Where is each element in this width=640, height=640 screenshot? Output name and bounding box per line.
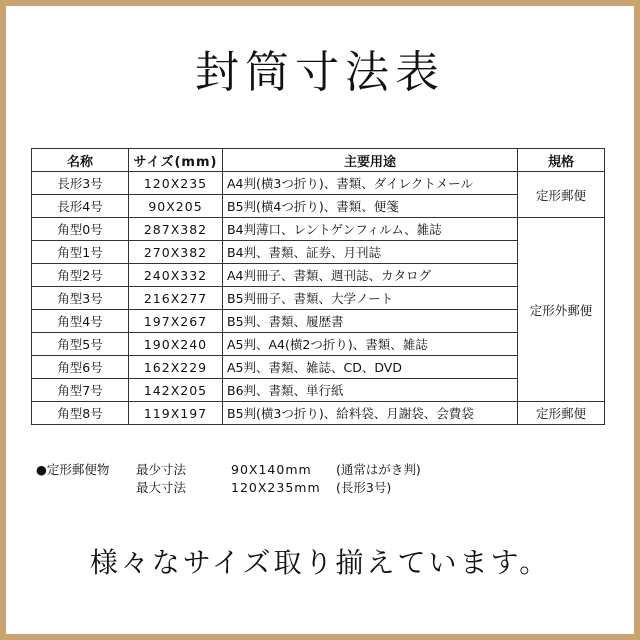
cell-size: 216X277 — [129, 287, 223, 310]
note-max-row — [36, 479, 421, 497]
note-min-value: 90X140mm — [231, 462, 312, 477]
table-header-row — [32, 149, 605, 172]
cell-name: 角型2号 — [32, 264, 129, 287]
cell-size: 240X332 — [129, 264, 223, 287]
cell-name: 角型3号 — [32, 287, 129, 310]
header-name: 名称 — [32, 149, 129, 172]
note-label: ●定形郵便物 — [36, 462, 110, 477]
envelope-size-table — [31, 148, 605, 425]
cell-use: A5判、書類、雑誌、CD、DVD — [223, 356, 518, 379]
header-use: 主要用途 — [223, 149, 518, 172]
cell-size: 270X382 — [129, 241, 223, 264]
cell-name: 角型0号 — [32, 218, 129, 241]
cell-use: B4判薄口、レントゲンフィルム、雑誌 — [223, 218, 518, 241]
cell-size: 197X267 — [129, 310, 223, 333]
header-size: サイズ(mm) — [129, 149, 223, 172]
cell-size: 287X382 — [129, 218, 223, 241]
cell-name: 長形4号 — [32, 195, 129, 218]
note-max-remark: (長形3号) — [336, 480, 392, 495]
cell-name: 角型1号 — [32, 241, 129, 264]
cell-standard: 定形郵便 — [518, 402, 605, 425]
cell-standard: 定形郵便 — [518, 172, 605, 218]
cell-use: B6判、書類、単行紙 — [223, 379, 518, 402]
note-max-key: 最大寸法 — [136, 480, 187, 495]
cell-name: 角型6号 — [32, 356, 129, 379]
cell-use: A4判(横3つ折り)、書類、ダイレクトメール — [223, 172, 518, 195]
cell-standard: 定形外郵便 — [518, 218, 605, 402]
cell-use: A4判冊子、書類、週刊誌、カタログ — [223, 264, 518, 287]
note-min-key: 最少寸法 — [136, 462, 187, 477]
cell-use: B5判冊子、書類、大学ノート — [223, 287, 518, 310]
table-row — [32, 218, 605, 241]
cell-size: 162X229 — [129, 356, 223, 379]
footer-message: 様々なサイズ取り揃えています。 — [89, 546, 551, 579]
cell-name: 角型8号 — [32, 402, 129, 425]
cell-name: 角型4号 — [32, 310, 129, 333]
cell-use: B4判、書類、証券、月刊誌 — [223, 241, 518, 264]
cell-use: B5判(横3つ折り)、給料袋、月謝袋、会費袋 — [223, 402, 518, 425]
header-standard: 規格 — [518, 149, 605, 172]
cell-name: 角型7号 — [32, 379, 129, 402]
cell-use: A5判、A4(横2つ折り)、書類、雑誌 — [223, 333, 518, 356]
cell-use: B5判(横4つ折り)、書類、便箋 — [223, 195, 518, 218]
cell-name: 角型5号 — [32, 333, 129, 356]
note-max-value: 120X235mm — [231, 480, 321, 495]
cell-name: 長形3号 — [32, 172, 129, 195]
postal-size-notes — [36, 461, 421, 497]
cell-size: 119X197 — [129, 402, 223, 425]
cell-size: 90X205 — [129, 195, 223, 218]
cell-size: 142X205 — [129, 379, 223, 402]
note-min-row — [36, 461, 421, 479]
note-spacer — [36, 479, 136, 497]
cell-size: 190X240 — [129, 333, 223, 356]
note-min-remark: (通常はがき判) — [336, 462, 421, 477]
cell-use: B5判、書類、履歴書 — [223, 310, 518, 333]
page-title: 封筒寸法表 — [195, 47, 445, 98]
table-row — [32, 402, 605, 425]
table-row — [32, 172, 605, 195]
cell-size: 120X235 — [129, 172, 223, 195]
